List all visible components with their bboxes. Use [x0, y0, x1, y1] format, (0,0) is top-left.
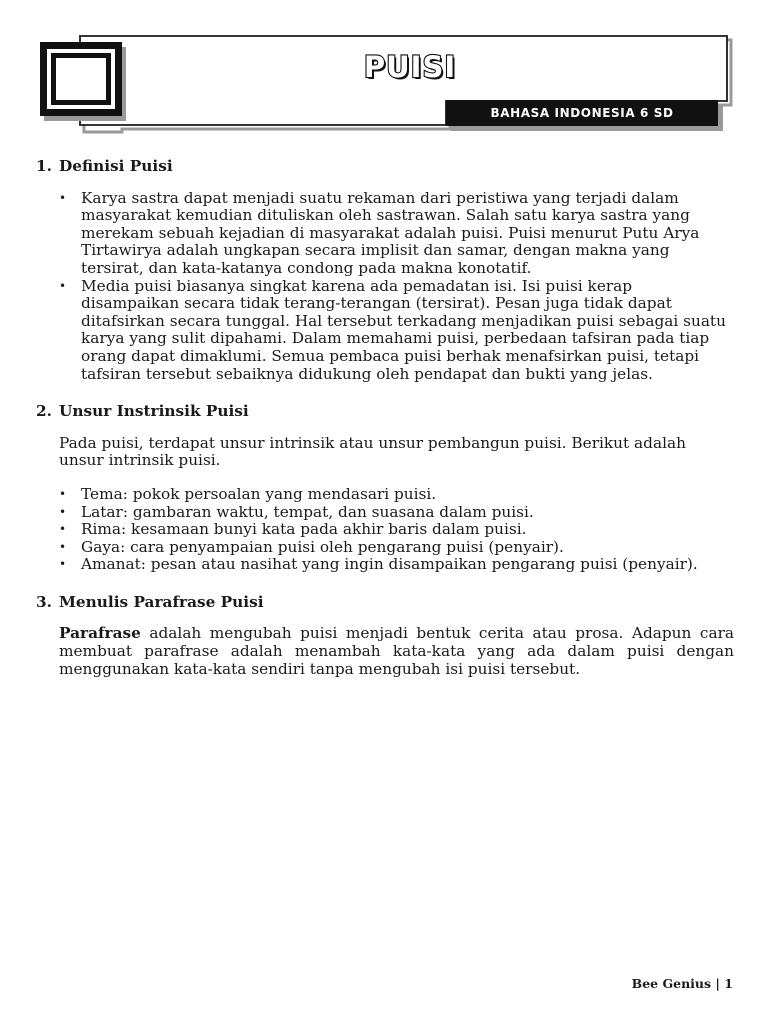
bullet-list [59, 486, 734, 574]
list-item: • Tema: pokok persoalan yang mendasari puisi. [59, 486, 734, 504]
section-title: Unsur Instrinsik Puisi [59, 402, 249, 421]
section-unsur-instrinsik [36, 403, 734, 574]
section-number: 1. [36, 157, 52, 175]
section-number: 3. [36, 592, 52, 611]
section-heading [36, 594, 734, 612]
section-parafrase [36, 594, 734, 678]
list-item: • Media puisi biasanya singkat karena ada pemadatan isi. Isi puisi kerap disampaikan secara tidak terang-terangan (tersirat). Pesan juga tidak dapat ditafsirkan secara tunggal. Hal tersebut terkadang menjadikan puisi sebagai suatu karya yang sulit dipahami. Dalam memahami puisi, perbedaan tafsiran pada tiap orang dapat dimaklumi. Semua pembaca puisi berhak menafsirkan puisi, tetapi tafsiran tersebut sebaiknya didukung oleh pendapat dan bukti yang jelas. [59, 278, 734, 384]
list-item: • Gaya: cara penyampaian puisi oleh pengarang puisi (penyair). [59, 539, 734, 557]
list-item: • Karya sastra dapat menjadi suatu rekaman dari peristiwa yang terjadi dalam masyarakat kemudian dituliskan oleh sastrawan. Salah satu karya sastra yang merekam sebuah kejadian di masyarakat adalah puisi. Puisi menurut Putu Arya Tirtawirya adalah ungkapan secara implisit dan samar, dengan makna yang tersirat, dan kata-katanya condong pada makna konotatif. [59, 190, 734, 278]
logo-square-icon [40, 42, 126, 121]
subject-badge: BAHASA INDONESIA 6 SD [446, 100, 718, 126]
section-heading [36, 403, 734, 421]
page-footer: Bee Genius | 1 [631, 976, 733, 991]
section-title: Definisi Puisi [59, 157, 173, 175]
list-item: • Rima: kesamaan bunyi kata pada akhir baris dalam puisi. [59, 521, 734, 539]
document-body [36, 158, 734, 698]
section-title: Menulis Parafrase Puisi [59, 592, 264, 611]
page-header [0, 0, 768, 140]
bold-term: Parafrase [59, 624, 141, 643]
bullet-list [59, 190, 734, 384]
page-title: PUISI [363, 50, 457, 84]
section-heading [36, 158, 734, 176]
paragraph-text: adalah mengubah puisi menjadi bentuk cerita atau prosa. Adapun cara membuat parafrase adalah menambah kata-kata yang ada dalam puisi dengan menggunakan kata-kata sendiri tanpa mengubah isi puisi tersebut. [59, 624, 734, 678]
list-item: • Amanat: pesan atau nasihat yang ingin disampaikan pengarang puisi (penyair). [59, 556, 734, 574]
parafrase-paragraph [59, 625, 734, 678]
section-intro: Pada puisi, terdapat unsur intrinsik atau unsur pembangun puisi. Berikut adalah unsur intrinsik puisi. [59, 433, 686, 470]
section-definisi-puisi [36, 158, 734, 383]
list-item: • Latar: gambaran waktu, tempat, dan suasana dalam puisi. [59, 504, 734, 522]
section-number: 2. [36, 402, 52, 421]
